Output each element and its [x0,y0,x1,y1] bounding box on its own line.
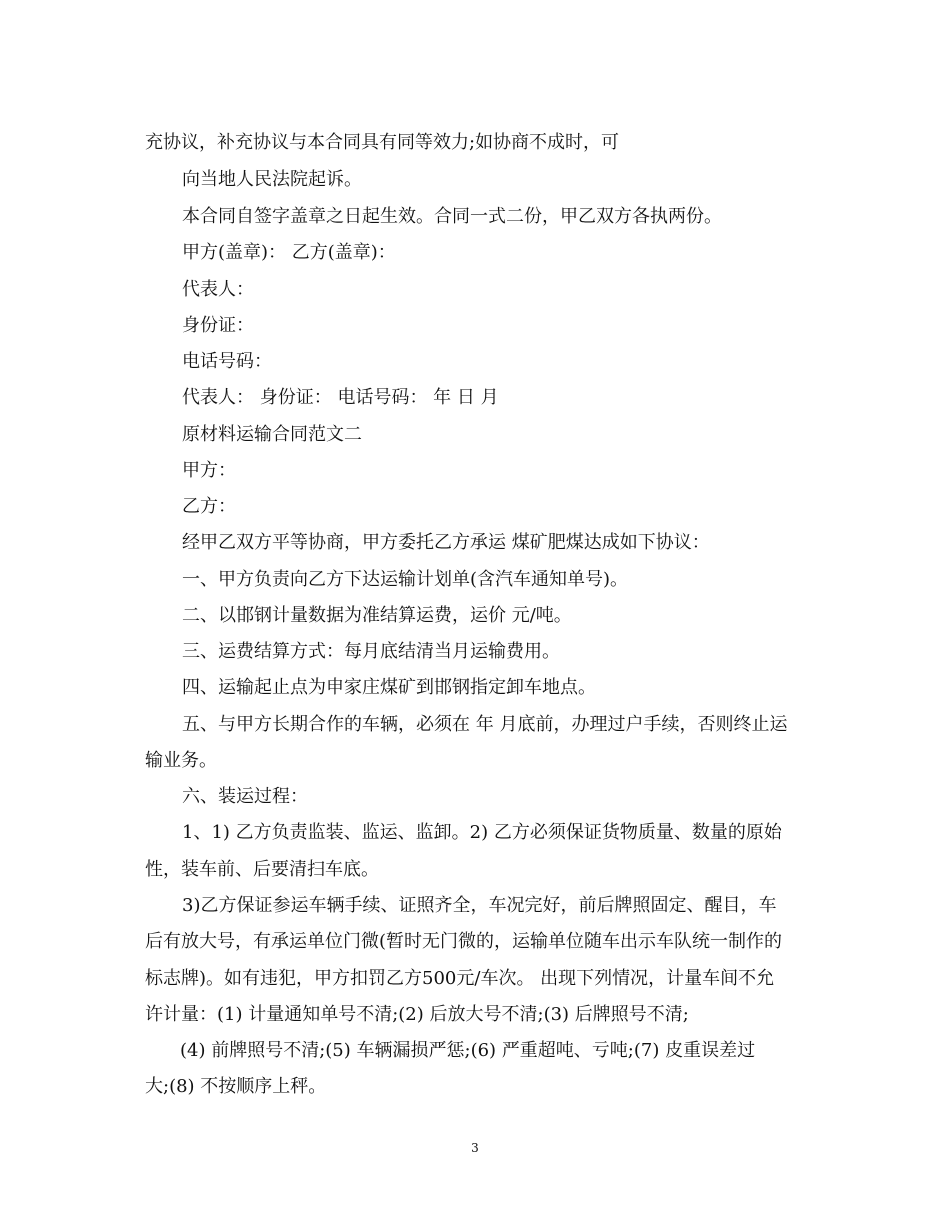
text-line: 后有放大号，有承运单位门微(暂时无门微的，运输单位随车出示车队统一制作的 [145,931,783,952]
text-line: 二、以邯钢计量数据为准结算运费，运价 元/吨。 [182,605,572,626]
text-line: 一、甲方负责向乙方下达运输计划单(含汽车通知单号)。 [182,569,629,590]
text-line: 四、运输起止点为申家庄煤矿到邯钢指定卸车地点。 [182,677,596,698]
text-line: 充协议，补充协议与本合同具有同等效力;如协商不成时，可 [145,132,620,153]
text-line: (4) 前牌照号不清;(5) 车辆漏损严惩;(6) 严重超吨、亏吨;(7) 皮重误差过 [180,1040,756,1061]
text-line: 性，装车前、后要清扫车底。 [145,859,379,880]
text-line: 本合同自签字盖章之日起生效。合同一式二份，甲乙双方各执两份。 [182,206,722,227]
text-line: 五、与甲方长期合作的车辆，必须在 年 月底前，办理过户手续，否则终止运 [182,714,788,735]
page-number: 3 [471,1141,479,1155]
text-line: 向当地人民法院起诉。 [182,169,362,190]
text-line: 乙方： [182,496,236,517]
text-line: 标志牌)。如有违犯，甲方扣罚乙方500元/车次。 出现下列情况，计量车间不允 [145,968,775,989]
text-line: 代表人： 身份证： 电话号码： 年 日 月 [182,387,499,408]
text-line: 电话号码： [182,351,272,372]
text-line: 大;(8) 不按顺序上秤。 [145,1076,327,1097]
text-line: 三、运费结算方式：每月底结清当月运输费用。 [182,641,560,662]
section-title: 原材料运输合同范文二 [182,424,362,445]
text-line: 六、装运过程： [182,786,308,807]
text-line: 甲方： [182,460,236,481]
text-line: 输业务。 [145,750,217,771]
text-line: 代表人： [182,279,254,300]
text-line: 经甲乙双方平等协商，甲方委托乙方承运 煤矿肥煤达成如下协议： [182,532,710,553]
text-line: 许计量：(1) 计量通知单号不清;(2) 后放大号不清;(3) 后牌照号不清; [145,1004,689,1025]
text-line: 身份证： [182,315,254,336]
text-line: 3)乙方保证参运车辆手续、证照齐全，车况完好，前后牌照固定、醒目，车 [182,895,777,916]
text-line: 1、1) 乙方负责监装、监运、监卸。2) 乙方必须保证货物质量、数量的原始 [182,822,782,843]
text-line: 甲方(盖章)： 乙方(盖章)： [182,242,396,263]
